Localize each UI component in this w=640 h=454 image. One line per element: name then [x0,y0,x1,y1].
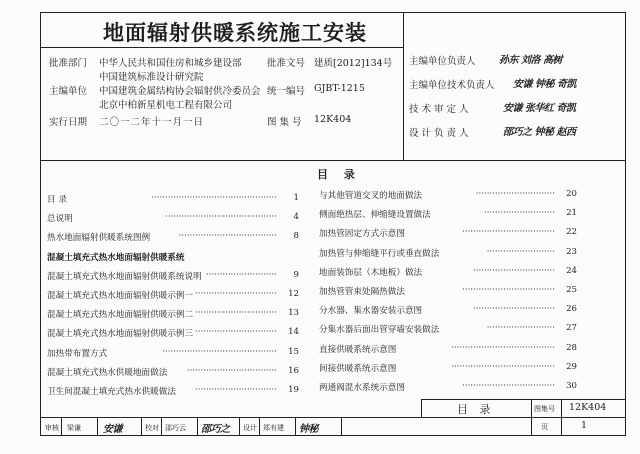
toc-leader-dots: ································· [186,365,277,376]
toc-page-number: 22 [559,227,577,237]
toc-page-number: 14 [281,327,299,337]
review-signature: 安谦 [103,424,122,435]
review-name: 梁谦 [67,424,81,432]
toc-page-number: 20 [559,189,577,199]
toc-leader-dots: ········································· [165,212,277,223]
toc-entry: 混凝土填充式热水地面辐射供暖系统 [47,252,185,263]
page-title: 地面辐射供暖系统施工安装 [103,20,367,45]
approve-value: 中华人民共和国住房和城乡建设部 [99,58,242,69]
design-label: 设计 [243,424,257,432]
tb-cell-1 [61,417,62,435]
titleblock-divider-1 [531,399,532,435]
docno-label: 批准文号 [267,58,306,69]
date-label: 实行日期 [49,117,88,128]
toc-leader-dots: ·························· [483,208,555,219]
toc-entry: 地面装饰层（木地板）做法 [319,267,423,278]
toc-page-number: 8 [281,231,299,241]
tb-cell-6 [239,417,240,435]
toc-page-number: 28 [559,343,577,353]
check-signature: 邵巧之 [201,424,230,435]
approve-label: 批准部门 [49,58,88,69]
signoff-role-1: 主编单位负责人 [409,56,476,67]
toc-page-number: 29 [559,362,577,372]
design-signature: 钟秘 [299,424,318,435]
toc-leader-dots: ···································· [178,231,277,242]
toc-page-number: 23 [559,247,577,257]
toc-leader-dots: ······························ [195,308,277,319]
signoff-role-4: 设 计 负 责 人 [409,128,469,139]
titleblock-left-line [421,399,422,417]
signature-4: 邵巧之 钟秘 赵西 [503,127,576,138]
tb-cell-5 [197,417,198,435]
header-bottom-line [41,160,625,161]
toc-entry: 侧面绝热层、伸缩缝设置做法 [319,210,431,221]
toc-entry: 间接供暖系统示意图 [319,363,397,374]
toc-entry: 加热管管束处隔热做法 [319,287,405,297]
toc-page-number: 1 [281,193,299,203]
docno-value: 建质[2012]134号 [314,58,393,69]
tb-cell-7 [259,417,260,435]
toc-entry: 两通阀混水系统示意图 [319,383,405,393]
toc-leader-dots: ······························ [195,385,277,395]
toc-entry: 直接供暖系统示意图 [319,344,397,355]
toc-page-number: 25 [559,285,577,295]
check-name: 邵巧云 [165,424,186,432]
date-value: 二〇一二年十一月一日 [99,117,205,128]
design-name: 郑有建 [263,424,284,432]
toc-entry: 分水器、集水器安装示意图 [319,306,423,317]
toc-entry: 加热管固定方式示意图 [319,229,405,240]
toc-leader-dots: ····························· [475,189,555,199]
titleblock-page-value: 1 [581,420,588,431]
toc-page-number: 30 [559,381,577,391]
toc-leader-dots: ·································· [462,285,555,295]
toc-leader-dots: ······································ [451,342,555,353]
toc-entry: 混凝土填充式热水地面辐射供暖示例二 [47,310,194,321]
toc-page-number: 19 [281,385,299,395]
toc-leader-dots: ·············································· [151,193,277,203]
toc-page-number: 16 [281,366,299,376]
toc-page-number: 24 [559,266,577,276]
toc-entry: 总说明 [47,214,73,225]
titleblock-top-line [421,399,625,400]
tb-cell-4 [161,417,162,435]
toc-leader-dots: ························· [486,323,555,334]
tb-cell-8 [295,417,296,435]
signature-3: 安谦 张华红 奇凯 [503,103,576,114]
toc-page-number: 26 [559,304,577,314]
toc-heading: 目 录 [317,168,361,181]
titleblock-atlas-value: 12K404 [569,402,607,413]
toc-entry: 混凝土填充式热水地面辐射供暖示例三 [47,329,194,340]
toc-entry: 目 录 [47,195,67,205]
editor-label: 主编单位 [49,86,88,97]
toc-entry: 混凝土填充式热水地面辐射供暖系统说明 [47,271,202,282]
toc-entry: 与其他管道交叉的地面做法 [319,191,423,201]
toc-entry: 热水地面辐射供暖系统图例 [47,233,151,244]
editor-line-3: 北京中柏新星机电工程有限公司 [99,100,233,111]
review-label: 审核 [45,424,59,432]
titleblock-mid-line [41,417,625,418]
title-divider [41,47,403,48]
editor-line-1: 中国建筑标准设计研究院 [99,72,204,83]
toc-entry: 加热管与伸缩缝平行或垂直做法 [319,248,440,259]
toc-page-number: 27 [559,323,577,333]
toc-entry: 混凝土填充式热水供暖地面做法 [47,367,168,378]
toc-entry: 混凝土填充式热水地面辐射供暖示例一 [47,291,194,301]
toc-entry: 加热带布置方式 [47,348,108,359]
editor-line-2: 中国建筑金属结构协会辐射供冷委员会 [99,86,261,97]
titleblock-name: 目 录 [457,403,495,416]
sheet-frame [40,12,626,436]
signature-1: 孙东 刘洛 高树 [499,55,562,66]
toc-leader-dots: ······························ [473,304,555,315]
titleblock-atlas-label: 图集号 [534,405,555,413]
toc-leader-dots: ······································ [451,361,555,372]
signature-2: 安谦 钟秘 奇凯 [513,79,576,90]
check-label: 校对 [145,424,159,432]
toc-page-number: 12 [281,289,299,299]
toc-leader-dots: ·········································· [162,346,277,357]
toc-page-number: 15 [281,347,299,357]
tb-cell-9 [341,417,342,435]
toc-leader-dots: ·························· [205,269,277,280]
toc-page-number: 4 [281,212,299,222]
toc-leader-dots: ·································· [462,381,555,391]
tb-cell-3 [141,417,142,435]
toc-leader-dots: ······························ [195,327,277,338]
atlas-label: 图 集 号 [267,117,302,128]
toc-leader-dots: ······························ [195,289,277,299]
toc-entry: 卫生间混凝土填充式热水供暖做法 [47,387,176,397]
toc-page-number: 21 [559,208,577,218]
tb-cell-2 [97,417,98,435]
toc-entry: 分集水器后面出管穿墙安装做法 [319,325,440,336]
signoff-role-3: 技 术 审 定 人 [409,104,469,115]
code-value: GJBT-1215 [314,83,365,94]
toc-leader-dots: ·································· [462,227,555,238]
signoff-divider [403,13,404,160]
titleblock-divider-2 [561,399,562,435]
drawing-sheet [8,8,630,450]
toc-page-number: 13 [281,308,299,318]
toc-leader-dots: ······························ [473,265,555,276]
toc-page-number: 9 [281,270,299,280]
signoff-role-2: 主编单位技术负责人 [409,80,495,91]
titleblock-page-label: 页 [541,423,548,431]
code-label: 统一编号 [267,86,306,97]
atlas-value: 12K404 [314,114,352,125]
toc-leader-dots: ························· [486,246,555,257]
